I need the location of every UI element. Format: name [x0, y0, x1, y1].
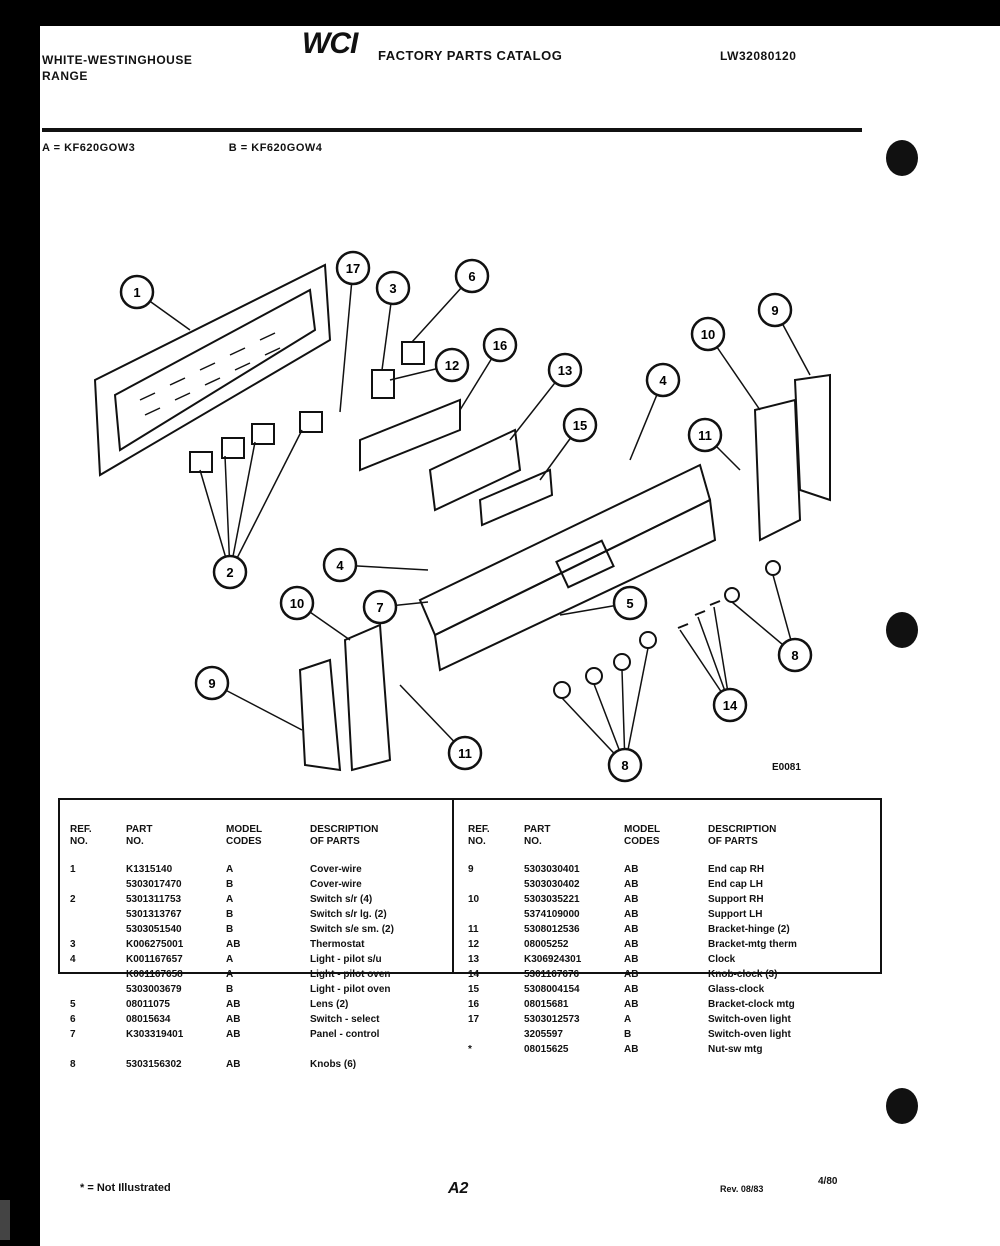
callout-8: [609, 749, 641, 781]
callout-15: [564, 409, 596, 441]
callout-label: 14: [722, 698, 738, 713]
part-no: 5303030402: [524, 879, 580, 890]
model-code: B: [226, 984, 234, 995]
part-description: Knobs (6): [310, 1059, 357, 1070]
clock-knob-part: [710, 601, 720, 605]
part-description: Switch s/r (4): [310, 894, 373, 905]
header-ref: REF. NO.: [468, 824, 490, 847]
part-description: Support LH: [708, 909, 763, 920]
callout-label: 4: [659, 373, 667, 388]
table-divider: [452, 800, 454, 972]
callout-label: 10: [700, 327, 716, 342]
callout-2: [214, 556, 246, 588]
part-no: K303319401: [126, 1029, 184, 1040]
part-description: Bracket-clock mtg: [708, 999, 795, 1010]
part-no: 5308012536: [524, 924, 580, 935]
part-no: 5301167676: [524, 969, 580, 980]
page-number: A2: [448, 1180, 469, 1197]
ref-no: 11: [468, 924, 479, 935]
clock-window: [556, 541, 613, 588]
part-description: Switch s/r lg. (2): [310, 909, 387, 920]
header-model: MODEL CODES: [624, 824, 661, 847]
part-description: Glass-clock: [708, 984, 765, 995]
table-row: [468, 922, 868, 937]
part-no: 3205597: [524, 1029, 563, 1040]
cover-vent-slots: [140, 333, 280, 415]
callout-10: [281, 587, 313, 619]
part-no: 5303003679: [126, 984, 182, 995]
parts-table: [58, 798, 882, 1070]
part-description: Light - pilot s/u: [310, 954, 382, 965]
callout-12: [436, 349, 468, 381]
revision: Rev. 08/83: [720, 1184, 764, 1194]
ref-no: 6: [70, 1014, 76, 1025]
table-row: [468, 997, 868, 1012]
callout-label: 6: [468, 269, 476, 284]
figure-code: E0081: [772, 762, 801, 773]
support-rh-part: [755, 400, 800, 540]
part-description: Cover-wire: [310, 879, 362, 890]
table-row: [468, 1027, 868, 1042]
callout-11: [689, 419, 721, 451]
part-no: 08015625: [524, 1044, 569, 1055]
model-code: AB: [624, 1044, 639, 1055]
right-rows: [468, 862, 868, 1057]
table-row: [468, 982, 868, 997]
callout-label: 16: [492, 338, 508, 353]
table-row: [468, 1012, 868, 1027]
part-no: 5303012573: [524, 1014, 580, 1025]
clock-part: [430, 430, 520, 510]
product-type: RANGE: [42, 69, 88, 83]
callout-label: 8: [791, 648, 799, 663]
knob-part: [554, 682, 570, 698]
model-code: AB: [624, 909, 639, 920]
model-code: A: [226, 969, 234, 980]
model-list: [42, 140, 412, 156]
brand-block: [42, 52, 192, 84]
callout-3: [377, 272, 409, 304]
callout-label: 4: [336, 558, 344, 573]
part-description: Switch-oven light: [708, 1029, 791, 1040]
table-row: [468, 1042, 868, 1057]
table-row: [468, 967, 868, 982]
ref-no: 1: [70, 864, 76, 875]
model-code: B: [226, 924, 234, 935]
table-row: [70, 907, 450, 922]
print-date: 4/80: [818, 1176, 838, 1187]
model-code: B: [226, 909, 234, 920]
callout-4: [324, 549, 356, 581]
model-code: A: [226, 954, 234, 965]
model-code: AB: [624, 984, 639, 995]
callout-label: 12: [444, 358, 460, 373]
callout-11: [449, 737, 481, 769]
callout-label: 3: [389, 281, 397, 296]
part-no: 5303051540: [126, 924, 182, 935]
part-description: Knob-clock (3): [708, 969, 778, 980]
model-code: AB: [624, 894, 639, 905]
callout-6: [456, 260, 488, 292]
scan-edge: [0, 1200, 10, 1240]
callout-label: 11: [458, 746, 472, 761]
table-row: [70, 1027, 450, 1042]
part-no: 5303030401: [524, 864, 580, 875]
callout-8: [779, 639, 811, 671]
callout-label: 9: [771, 303, 779, 318]
ref-no: 4: [70, 954, 76, 965]
part-no: 5303017470: [126, 879, 182, 890]
part-description: Nut-sw mtg: [708, 1044, 763, 1055]
part-description: Clock: [708, 954, 736, 965]
switch-part: [300, 412, 322, 432]
end-cap-lh-part: [300, 660, 340, 770]
part-no: 08015634: [126, 1014, 171, 1025]
part-description: Switch-oven light: [708, 1014, 791, 1025]
part-description: Cover-wire: [310, 864, 362, 875]
callout-9: [196, 667, 228, 699]
model-code: AB: [624, 999, 639, 1010]
part-no: 5303156302: [126, 1059, 182, 1070]
ref-no: *: [468, 1044, 472, 1055]
model-code: AB: [226, 1014, 241, 1025]
part-no: K006275001: [126, 939, 184, 950]
table-row: [70, 982, 450, 997]
callout-label: 9: [208, 676, 216, 691]
end-cap-rh-part: [795, 375, 830, 500]
part-no: 5303035221: [524, 894, 580, 905]
callout-13: [549, 354, 581, 386]
part-no: K1315140: [126, 864, 173, 875]
table-row: [70, 877, 450, 892]
bracket-therm-part: [360, 400, 460, 470]
callout-label: 15: [572, 418, 588, 433]
switch-part: [252, 424, 274, 444]
table-row: [468, 862, 868, 877]
callout-label: 13: [557, 363, 573, 378]
header-model: MODEL CODES: [226, 824, 263, 847]
model-code: AB: [226, 1059, 241, 1070]
model-code: AB: [226, 939, 241, 950]
part-description: Lens (2): [310, 999, 349, 1010]
cover-window: [115, 290, 315, 450]
callout-label: 11: [698, 428, 712, 443]
ref-no: 16: [468, 999, 480, 1010]
table-row: [468, 952, 868, 967]
table-row: [468, 937, 868, 952]
table-row: [70, 892, 450, 907]
part-no: 5374109000: [524, 909, 580, 920]
knob-part: [586, 668, 602, 684]
ref-no: 7: [70, 1029, 76, 1040]
model-code: AB: [226, 1029, 241, 1040]
ref-no: 17: [468, 1014, 480, 1025]
header-ref: REF. NO.: [70, 824, 92, 847]
table-row: [468, 892, 868, 907]
model-code: A: [226, 864, 234, 875]
exploded-parts-diagram: [40, 230, 860, 790]
table-row: [468, 907, 868, 922]
table-row: [70, 1057, 450, 1072]
switch-part: [190, 452, 212, 472]
ref-no: 10: [468, 894, 480, 905]
model-code: AB: [226, 999, 241, 1010]
part-no: 5308004154: [524, 984, 580, 995]
model-code: B: [226, 879, 234, 890]
support-lh-part: [345, 625, 390, 770]
table-row: [70, 937, 450, 952]
part-no: 5301311753: [126, 894, 182, 905]
part-no: 08011075: [126, 999, 170, 1010]
table-row: [70, 997, 450, 1012]
footnote: * = Not Illustrated: [80, 1182, 171, 1194]
switch-part: [222, 438, 244, 458]
header-desc: DESCRIPTION OF PARTS: [708, 824, 777, 847]
model-code: AB: [624, 954, 639, 965]
callout-label: 17: [345, 261, 361, 276]
part-description: Panel - control: [310, 1029, 380, 1040]
ref-no: 5: [70, 999, 76, 1010]
model-b: B = KF620GOW4: [228, 142, 323, 154]
binder-hole: [886, 1088, 918, 1124]
callout-5: [614, 587, 646, 619]
callout-1: [121, 276, 153, 308]
ref-no: 2: [70, 894, 76, 905]
clock-knob-part: [678, 624, 688, 628]
callout-9: [759, 294, 791, 326]
part-description: Light - pilot oven: [310, 984, 391, 995]
callout-label: 2: [226, 565, 234, 580]
wci-logo: WCI: [302, 27, 358, 60]
left-rows: [70, 862, 450, 1072]
part-description: Light - pilot oven: [310, 969, 391, 980]
ref-no: 14: [468, 969, 480, 980]
ref-no: 15: [468, 984, 480, 995]
table-row: [70, 1012, 450, 1027]
callout-label: 5: [626, 596, 634, 611]
model-code: AB: [624, 879, 639, 890]
part-no: 08005252: [524, 939, 569, 950]
model-code: AB: [624, 939, 639, 950]
knob-part: [614, 654, 630, 670]
part-description: Bracket-hinge (2): [708, 924, 790, 935]
callout-label: 1: [133, 285, 141, 300]
callout-label: 7: [376, 600, 384, 615]
ref-no: 12: [468, 939, 480, 950]
table-row: [70, 922, 450, 937]
model-code: B: [624, 1029, 632, 1040]
clock-knob-part: [695, 611, 705, 615]
model-code: A: [226, 894, 234, 905]
model-code: AB: [624, 969, 639, 980]
part-description: End cap RH: [708, 864, 765, 875]
ref-no: 13: [468, 954, 480, 965]
part-no: 5301313767: [126, 909, 182, 920]
model-a: A = KF620GOW3: [42, 142, 136, 154]
brand-name: WHITE-WESTINGHOUSE: [42, 53, 193, 67]
table-row: [468, 877, 868, 892]
knob-part: [725, 588, 739, 602]
table-row: [70, 952, 450, 967]
table-row: [70, 862, 450, 877]
switch-select-part: [402, 342, 424, 364]
part-description: Thermostat: [310, 939, 365, 950]
thermostat-part: [372, 370, 394, 398]
callout-14: [714, 689, 746, 721]
model-code: A: [624, 1014, 632, 1025]
table-row: [70, 967, 450, 982]
ref-no: 3: [70, 939, 76, 950]
part-description: Support RH: [708, 894, 764, 905]
header-part: PART NO.: [126, 824, 153, 847]
control-panel-part: [420, 465, 710, 635]
callout-7: [364, 591, 396, 623]
catalog-number: LW32080120: [720, 49, 797, 63]
header-part: PART NO.: [524, 824, 551, 847]
callout-label: 10: [289, 596, 305, 611]
header-rule: [42, 128, 862, 132]
ref-no: 8: [70, 1059, 76, 1070]
model-code: AB: [624, 864, 639, 875]
callout-16: [484, 329, 516, 361]
callout-17: [337, 252, 369, 284]
callout-label: 8: [621, 758, 629, 773]
ref-no: 9: [468, 864, 474, 875]
part-description: Switch - select: [310, 1014, 380, 1025]
part-no: 08015681: [524, 999, 569, 1010]
part-no: K306924301: [524, 954, 582, 965]
model-code: AB: [624, 924, 639, 935]
binder-hole: [886, 612, 918, 648]
knob-part: [640, 632, 656, 648]
header-desc: DESCRIPTION OF PARTS: [310, 824, 379, 847]
table-left-half: [70, 800, 450, 1070]
part-description: Bracket-mtg therm: [708, 939, 797, 950]
part-no: K001167657: [126, 954, 183, 965]
callout-10: [692, 318, 724, 350]
callout-4: [647, 364, 679, 396]
knob-part: [766, 561, 780, 575]
part-description: End cap LH: [708, 879, 764, 890]
catalog-title: FACTORY PARTS CATALOG: [378, 48, 563, 63]
part-description: Switch s/e sm. (2): [310, 924, 394, 935]
table-right-half: [468, 800, 868, 1055]
binder-hole: [886, 140, 918, 176]
part-no: K001167658: [126, 969, 183, 980]
